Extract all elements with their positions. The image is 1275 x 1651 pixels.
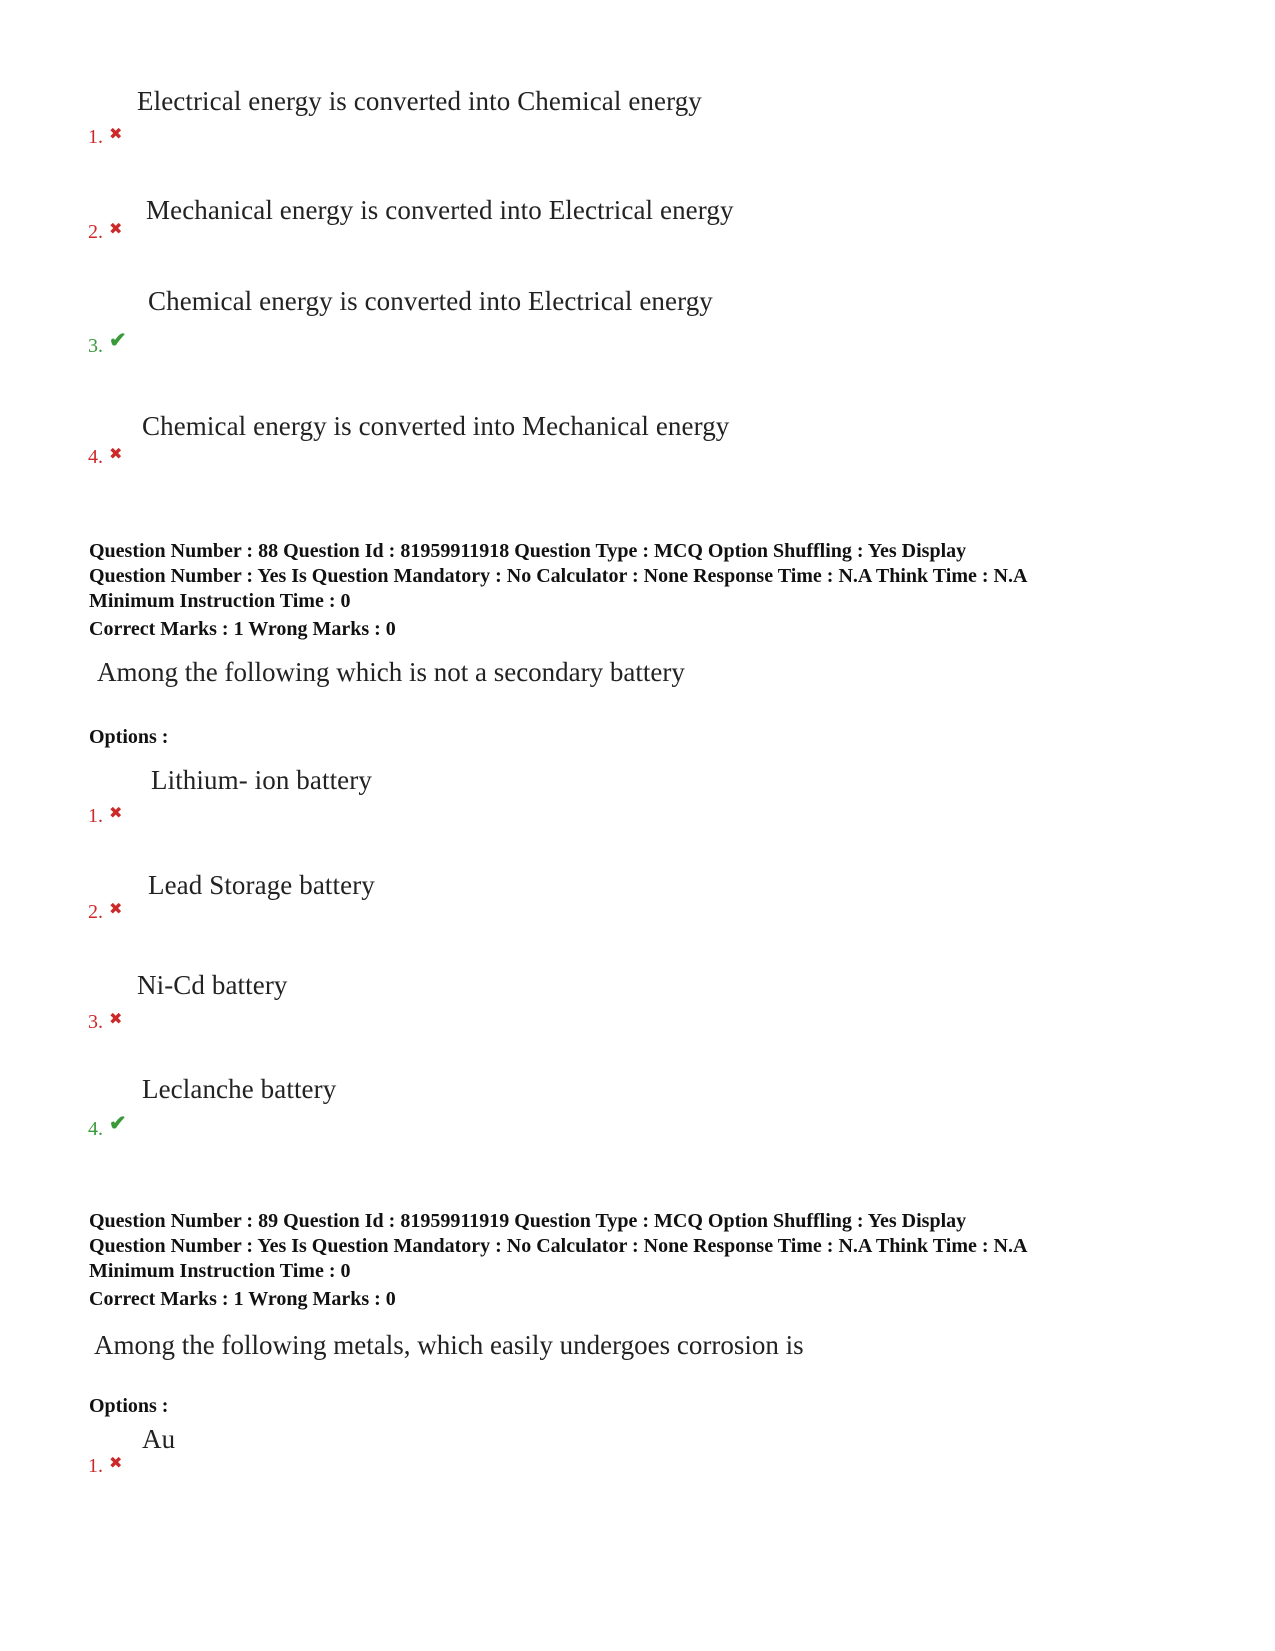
question-meta-line: Question Number : Yes Is Question Mandatory : No Calculator : None Response Time : N.A Think Time : N.A: [89, 565, 1028, 587]
question-meta-line: Minimum Instruction Time : 0: [89, 1260, 351, 1282]
question-meta-line: Question Number : Yes Is Question Mandatory : No Calculator : None Response Time : N.A Think Time : N.A: [89, 1235, 1028, 1257]
cross-icon: ✖: [109, 446, 123, 463]
option-number: [88, 1111, 127, 1141]
option-number-label: 1.: [88, 126, 103, 148]
option-number: [88, 446, 122, 469]
cross-icon: ✖: [109, 1011, 123, 1028]
cross-icon: ✖: [109, 126, 123, 143]
question-marks: Correct Marks : 1 Wrong Marks : 0: [89, 1288, 396, 1310]
option-number-label: 2.: [88, 901, 103, 923]
option-number-label: 3.: [88, 335, 103, 357]
check-icon: ✔: [109, 328, 127, 352]
option-number: [88, 328, 127, 358]
cross-icon: ✖: [109, 221, 123, 238]
option-number: [88, 126, 122, 149]
option-number-label: 1.: [88, 805, 103, 827]
option-number-label: 4.: [88, 1118, 103, 1140]
option-text: Lead Storage battery: [148, 870, 375, 900]
question-meta-line: Question Number : 88 Question Id : 81959911918 Question Type : MCQ Option Shuffling : Yes Display: [89, 540, 967, 562]
option-text: Chemical energy is converted into Electrical energy: [148, 286, 713, 316]
cross-icon: ✖: [109, 805, 123, 822]
option-text: Chemical energy is converted into Mechanical energy: [142, 411, 730, 441]
option-number-label: 2.: [88, 221, 103, 243]
option-number-label: 4.: [88, 446, 103, 468]
question-meta: [89, 1209, 1209, 1284]
option-number: [88, 1011, 122, 1034]
options-label: Options :: [89, 1395, 169, 1417]
option-number-label: 1.: [88, 1455, 103, 1477]
question-meta: [89, 539, 1209, 614]
option-text: Leclanche battery: [142, 1074, 337, 1104]
option-number: [88, 1455, 122, 1478]
option-number: [88, 901, 122, 924]
option-text: Lithium- ion battery: [151, 765, 372, 795]
option-text: Electrical energy is converted into Chemical energy: [137, 86, 702, 116]
option-text: Ni-Cd battery: [137, 970, 288, 1000]
cross-icon: ✖: [109, 901, 123, 918]
question-meta-line: Question Number : 89 Question Id : 81959911919 Question Type : MCQ Option Shuffling : Yes Display: [89, 1210, 967, 1232]
question-text: Among the following which is not a secondary battery: [97, 657, 685, 687]
option-text: Au: [142, 1424, 176, 1454]
check-icon: ✔: [109, 1111, 127, 1135]
cross-icon: ✖: [109, 1455, 123, 1472]
question-meta-line: Minimum Instruction Time : 0: [89, 590, 351, 612]
question-text: Among the following metals, which easily undergoes corrosion is: [94, 1330, 804, 1360]
option-number: [88, 221, 122, 244]
question-marks: Correct Marks : 1 Wrong Marks : 0: [89, 618, 396, 640]
option-number: [88, 805, 122, 828]
option-number-label: 3.: [88, 1011, 103, 1033]
options-label: Options :: [89, 726, 169, 748]
option-text: Mechanical energy is converted into Electrical energy: [146, 195, 734, 225]
